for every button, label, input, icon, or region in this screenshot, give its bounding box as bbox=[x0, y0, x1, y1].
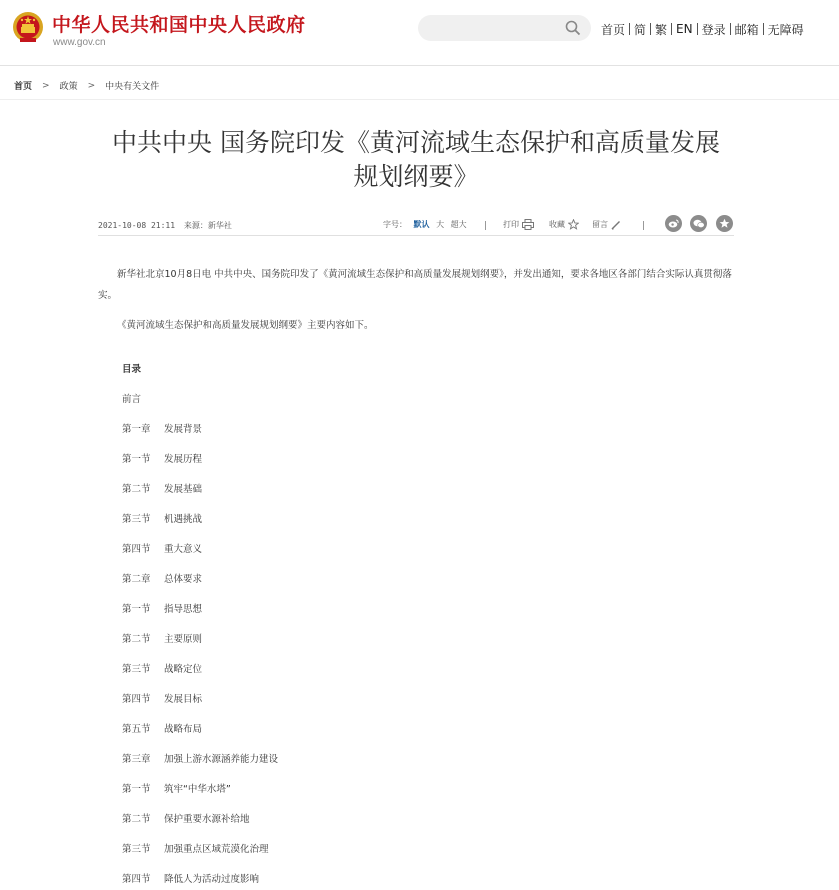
toc-item bbox=[122, 601, 202, 615]
font-size-label: 字号： bbox=[383, 220, 407, 229]
nav-traditional[interactable]: 繁 bbox=[655, 22, 668, 37]
toc-item bbox=[122, 841, 269, 855]
toc-item bbox=[122, 871, 259, 885]
toc-item-number: 第五节 bbox=[122, 724, 151, 735]
article-paragraph: 《黄河流域生态保护和高质量发展规划纲要》主要内容如下。 bbox=[117, 320, 374, 331]
toc-item bbox=[122, 631, 202, 645]
toc-item-number: 第二节 bbox=[122, 484, 151, 495]
breadcrumb-home[interactable]: 首页 bbox=[14, 82, 33, 92]
toc-item-number: 第一章 bbox=[122, 424, 151, 435]
qzone-share-icon[interactable] bbox=[716, 215, 733, 232]
toc-item-number: 第三章 bbox=[122, 754, 151, 765]
comment-button[interactable] bbox=[592, 219, 621, 230]
printer-icon bbox=[522, 219, 534, 230]
search-icon[interactable] bbox=[565, 20, 581, 36]
nav-login[interactable]: 登录 bbox=[701, 22, 726, 37]
toc-preface: 前言 bbox=[122, 394, 142, 405]
font-size-large[interactable]: 大 bbox=[436, 220, 445, 229]
toc-item-number: 第三节 bbox=[122, 844, 151, 855]
weibo-share-icon[interactable] bbox=[665, 215, 682, 232]
title-line-1: 中共中央 国务院印发《黄河流域生态保护和高质量发展 bbox=[112, 128, 720, 157]
toc-item-text: 机遇挑战 bbox=[164, 514, 203, 525]
toc-item bbox=[122, 721, 202, 735]
toc-item bbox=[122, 811, 250, 825]
article-paragraph: 新华社北京10月8日电 中共中央、国务院印发了《黄河流域生态保护和高质量发展规划纲要》，并发出通知，要求各地区各部门结合实际认真贯彻落实。 bbox=[98, 269, 732, 301]
toc-item bbox=[122, 541, 202, 555]
site-url: www.gov.cn bbox=[53, 37, 106, 48]
toc-item-text: 发展目标 bbox=[164, 694, 203, 705]
search-input[interactable] bbox=[418, 15, 591, 41]
toc-item-number: 第四节 bbox=[122, 544, 151, 555]
toc-item-number: 第二章 bbox=[122, 574, 151, 585]
nav-home[interactable]: 首页 bbox=[601, 22, 626, 37]
title-line-2: 规划纲要》 bbox=[353, 162, 479, 191]
article-source: 来源：新华社 bbox=[183, 221, 232, 230]
national-emblem-icon[interactable] bbox=[12, 10, 44, 44]
toc-heading: 目录 bbox=[122, 364, 142, 375]
font-size-control bbox=[383, 219, 467, 230]
font-size-default[interactable]: 默认 bbox=[413, 220, 430, 229]
toc-item bbox=[122, 571, 202, 585]
nav-mail[interactable]: 邮箱 bbox=[734, 22, 759, 37]
nav-english[interactable]: EN bbox=[676, 22, 693, 36]
toc-item bbox=[122, 421, 202, 435]
font-size-xlarge[interactable]: 超大 bbox=[450, 220, 467, 229]
nav-accessibility[interactable]: 无障碍 bbox=[767, 22, 804, 37]
toc-item-number: 第一节 bbox=[122, 784, 151, 795]
toc-item-number: 第一节 bbox=[122, 604, 151, 615]
toc-item-text: 发展背景 bbox=[164, 424, 203, 435]
toc-item-text: 加强上游水源涵养能力建设 bbox=[164, 754, 279, 765]
article-body bbox=[98, 264, 734, 336]
toc-item-number: 第四节 bbox=[122, 694, 151, 705]
comment-label: 留言 bbox=[592, 220, 608, 229]
toc-item bbox=[122, 481, 202, 495]
toc-item-number: 第一节 bbox=[122, 454, 151, 465]
page-title bbox=[98, 126, 734, 194]
site-header bbox=[0, 0, 839, 66]
site-title[interactable]: 中华人民共和国中央人民政府 bbox=[52, 14, 306, 36]
toc-item-text: 发展基础 bbox=[164, 484, 203, 495]
toc-item-number: 第四节 bbox=[122, 874, 151, 885]
toc-item bbox=[122, 781, 231, 795]
favorite-label: 收藏 bbox=[549, 220, 565, 229]
toc-item-text: 主要原则 bbox=[164, 634, 203, 645]
divider bbox=[643, 221, 644, 230]
toc-item-number: 第三节 bbox=[122, 664, 151, 675]
toc-item-number: 第三节 bbox=[122, 514, 151, 525]
nav-simplified[interactable]: 简 bbox=[634, 22, 647, 37]
toc-item-text: 保护重要水源补给地 bbox=[164, 814, 250, 825]
print-button[interactable] bbox=[503, 219, 534, 230]
divider bbox=[485, 221, 486, 230]
publish-info bbox=[98, 220, 232, 231]
wechat-share-icon[interactable] bbox=[690, 215, 707, 232]
chevron-right-icon: > bbox=[87, 80, 96, 91]
publish-datetime: 2021-10-08 21:11 bbox=[98, 221, 176, 230]
toc-item-text: 降低人为活动过度影响 bbox=[164, 874, 260, 885]
toc-item-text: 加强重点区域荒漠化治理 bbox=[164, 844, 269, 855]
breadcrumb-policy[interactable]: 政策 bbox=[59, 82, 78, 92]
print-label: 打印 bbox=[503, 220, 519, 229]
breadcrumb bbox=[14, 79, 159, 92]
toc-item-text: 战略定位 bbox=[164, 664, 203, 675]
divider bbox=[0, 99, 839, 100]
toc-item-text: 指导思想 bbox=[164, 604, 203, 615]
favorite-button[interactable] bbox=[549, 219, 579, 230]
toc-item bbox=[122, 661, 202, 675]
toc-item-text: 战略布局 bbox=[164, 724, 203, 735]
star-icon bbox=[719, 218, 730, 229]
top-nav bbox=[597, 20, 808, 38]
pencil-icon bbox=[611, 220, 621, 230]
toc-item-text: 筑牢“中华水塔” bbox=[164, 784, 231, 795]
toc-item bbox=[122, 751, 278, 765]
toc-item-text: 发展历程 bbox=[164, 454, 203, 465]
toc-item bbox=[122, 691, 202, 705]
article-meta bbox=[98, 214, 734, 236]
toc-item bbox=[122, 451, 202, 465]
toc-item-number: 第二节 bbox=[122, 814, 151, 825]
wechat-icon bbox=[693, 219, 705, 229]
toc-item-number: 第二节 bbox=[122, 634, 151, 645]
star-icon bbox=[568, 219, 579, 230]
breadcrumb-central-docs[interactable]: 中央有关文件 bbox=[105, 82, 160, 92]
chevron-right-icon: > bbox=[42, 80, 50, 91]
toc-item-text: 重大意义 bbox=[164, 544, 203, 555]
weibo-icon bbox=[668, 219, 679, 228]
toc-item bbox=[122, 511, 202, 525]
toc-item-text: 总体要求 bbox=[164, 574, 203, 585]
